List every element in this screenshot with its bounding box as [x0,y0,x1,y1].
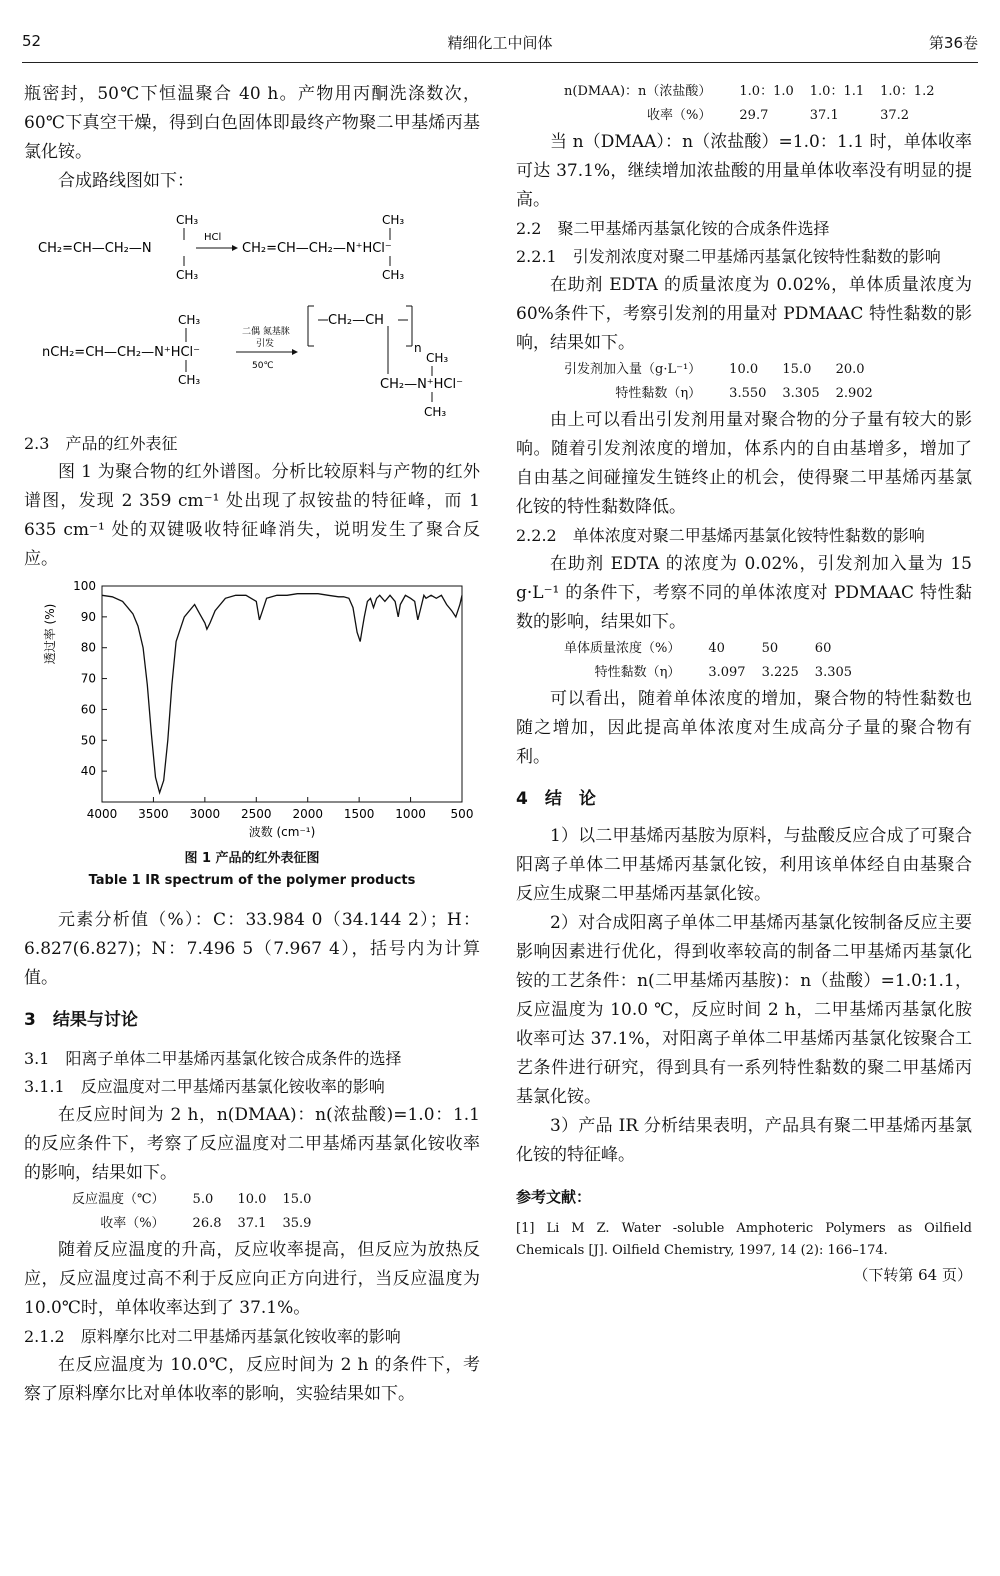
table-cell: 5.0 [192,1192,214,1207]
y-tick-label: 80 [80,640,96,655]
ch3-label: CH₃ [382,213,405,227]
y-tick-label: 40 [80,764,96,779]
paragraph: 由上可以看出引发剂用量对聚合物的分子量有较大的影响。随着引发剂浓度的增加，体系内的自由基增多，增加了自由基之间碰撞发生链终止的机会，使得聚二甲基烯丙基氯化铵的特性黏数降低。 [516,410,972,517]
y-tick-label: 90 [80,609,96,624]
continued-note: （下转第 64 页） [853,1266,972,1284]
condition-initiate: 引发 [256,339,275,349]
table-cell: 40 [708,641,725,656]
ch3-label: CH₃ [178,313,201,327]
paragraph: 在反应温度为 10.0℃，反应时间为 2 h 的条件下，考察了原料摩尔比对单体收率的影响，实验结果如下。 [24,1355,480,1404]
figure-caption: 图 1 产品的红外表征图 [184,851,320,866]
paragraph: 当 n（DMAA）：n（浓盐酸）=1.0：1.1 时，单体收率可达 37.1%，继续增加浓盐酸的用量单体收率没有明显的提高。 [516,132,972,210]
section-heading: 2.2.1 引发剂浓度对聚二甲基烯丙基氯化铵特性黏数的影响 [516,247,941,266]
table-cell: 1.0：1.0 [739,84,794,99]
ch3-label: CH₃ [176,268,199,282]
y-tick-label: 100 [73,579,96,593]
x-axis-label: 波数 (cm⁻¹) [248,825,316,839]
table-cell: 50 [761,641,779,656]
table-cell: 15.0 [282,1192,312,1207]
paragraph: 图 1 为聚合物的红外谱图。分析比较原料与产物的红外谱图，发现 2 359 cm⁻¹ 处出现了叔铵盐的特征峰，而 1 635 cm⁻¹ 处的双键吸收特征峰消失，说明发生了聚合反应。 [24,462,480,569]
ch3-label: CH₃ [424,405,447,419]
table-label: 特性黏数（η） [594,665,681,680]
x-tick-label: 2000 [292,807,323,821]
section-heading: 2.2.2 单体浓度对聚二甲基烯丙基氯化铵特性黏数的影响 [516,526,925,545]
paragraph: 在反应时间为 2 h，n(DMAA)：n(浓盐酸)=1.0：1.1 的反应条件下，考察了反应温度对二甲基烯丙基氯化铵收率的影响，结果如下。 [24,1105,480,1183]
x-tick-label: 3000 [189,807,221,821]
reactant-amine: CH₂=CH—CH₂—N [38,241,152,256]
x-tick-label: 4000 [86,807,118,821]
table-cell: 37.2 [880,108,910,123]
table-cell: 10.0 [237,1192,267,1207]
reference-item: [1] Li M Z. Water -soluble Amphoteric Polymers as Oilfield Chemicals [J]. Oilfield Chemistry, 1997, 14 (2): 166–174. [516,1221,972,1258]
section-heading: 3 结果与讨论 [24,1010,138,1030]
volume: 第36卷 [928,34,978,52]
condition-initiator: 二偶 氮基脒 [242,327,290,337]
product-monomer: CH₂=CH—CH₂—N⁺HCl⁻ [242,241,392,256]
page-header [22,28,978,63]
table-cell: 1.0：1.1 [809,84,865,99]
ch3-label: CH₃ [176,213,199,227]
x-tick-label: 500 [450,807,474,821]
table-cell: 3.225 [761,665,799,680]
y-tick-label: 70 [80,671,96,686]
table-cell: 3.305 [782,386,820,401]
table-cell: 26.8 [192,1216,222,1231]
table-cell: 2.902 [835,386,873,401]
repeat-n: n [414,341,422,355]
right-column [516,80,972,1286]
y-axis-label: 透过率 (%) [43,603,57,665]
section-heading: 2.3 产品的红外表征 [24,434,178,453]
paragraph: 1）以二甲基烯丙基胺为原料，与盐酸反应合成了可聚合阳离子单体二甲基烯丙基氯化铵，利用该单体经自由基聚合反应生成聚二甲基烯丙基氯化铵。 [516,826,972,904]
ch3-label: CH₃ [178,373,201,387]
paragraph: 随着反应温度的升高，反应收率提高，但反应为放热反应，反应温度过高不利于反应向正方向进行，当反应温度为 10.0℃时，单体收率达到了 37.1%。 [24,1240,480,1318]
paragraph: 合成路线图如下： [58,171,194,191]
data-table-initiator [556,358,881,406]
ch3-label: CH₃ [426,351,449,365]
table-cell: 3.305 [814,665,853,680]
table-cell: 35.9 [282,1216,312,1231]
table-cell: 37.1 [237,1216,267,1231]
table-cell: 37.1 [809,108,839,123]
x-tick-label: 1000 [395,807,426,821]
hcl-label: HCl [204,232,222,243]
paragraph: 瓶密封，50℃下恒温聚合 40 h。产物用丙酮洗涤数次，60℃下真空干燥，得到白色固体即最终产物聚二甲基烯丙基氯化铵。 [24,84,480,162]
y-tick-label: 60 [80,702,96,717]
paragraph: 3）产品 IR 分析结果表明，产品具有聚二甲基烯丙基氯化铵的特征峰。 [516,1116,972,1165]
figure-caption-en: Table 1 IR spectrum of the polymer products [88,873,416,888]
table-label: 单体质量浓度（%） [564,641,681,656]
data-table-ratio [556,80,942,128]
polymer-side-chain: CH₂—N⁺HCl⁻ [380,377,463,392]
section-heading: 2.2 聚二甲基烯丙基氯化铵的合成条件选择 [516,219,830,238]
table-label: n(DMAA)：n（浓盐酸） [564,84,712,99]
table-cell: 20.0 [835,362,865,377]
condition-temperature: 50℃ [252,361,274,371]
journal-name: 精细化工中间体 [447,34,553,52]
section-heading: 3.1 阳离子单体二甲基烯丙基氯化铵合成条件的选择 [24,1049,402,1068]
paragraph: 在助剂 EDTA 的质量浓度为 0.02%，单体质量浓度为 60%条件下，考察引发剂的用量对 PDMAAC 特性黏数的影响，结果如下。 [516,275,972,353]
x-tick-label: 3500 [138,807,169,821]
reaction-scheme [24,196,480,426]
table-label: 收率（%） [647,108,712,123]
section-heading: 4 结 论 [516,789,596,809]
section-heading: 3.1.1 反应温度对二甲基烯丙基氯化铵收率的影响 [24,1077,385,1096]
ir-spectrum-chart [24,574,480,844]
polymer-chain: CH₂—CH [328,313,384,328]
reactant-monomer: nCH₂=CH—CH₂—N⁺HCl⁻ [42,345,201,360]
table-cell: 10.0 [729,362,759,377]
table-cell: 1.0：1.2 [880,84,935,99]
references-heading: 参考文献： [516,1188,592,1206]
section-heading: 2.1.2 原料摩尔比对二甲基烯丙基氯化铵收率的影响 [24,1327,401,1346]
table-label: 反应温度（℃） [72,1192,165,1207]
ch3-label: CH₃ [382,268,405,282]
data-table-monomer [556,637,860,685]
left-column [24,80,480,1409]
y-tick-label: 50 [80,733,96,748]
paragraph: 元素分析值（%）：C：33.984 0（34.144 2）；H：6.827(6.827)；N：7.496 5（7.967 4），括号内为计算值。 [24,910,480,988]
table-label: 收率（%） [100,1216,165,1231]
paragraph: 在助剂 EDTA 的浓度为 0.02%，引发剂加入量为 15 g·L⁻¹ 的条件下，考察不同的单体浓度对 PDMAAC 特性黏数的影响，结果如下。 [516,554,972,632]
data-table-temperature [64,1188,319,1236]
paragraph: 2）对合成阳离子单体二甲基烯丙基氯化铵制备反应主要影响因素进行优化，得到收率较高的制备二甲基烯丙基氯化铵的工艺条件：n(二甲基烯丙基胺)：n（盐酸）=1.0:1.1，反应温度为 10.0 ℃，反应时间 2 h，二甲基烯丙基氯化胺收率可达 37.1%，对阳离子单体二甲基烯丙基氯化铵聚合工艺条件进行研究，得到具有一系列特性黏数的聚二甲基烯丙基氯化铵。 [516,913,972,1107]
spectrum-line [102,594,462,793]
table-label: 引发剂加入量（g·L⁻¹） [564,362,702,377]
x-tick-label: 1500 [343,807,375,821]
page-number: 52 [22,32,42,50]
table-cell: 3.550 [729,386,767,401]
table-cell: 29.7 [739,108,769,123]
table-cell: 15.0 [782,362,812,377]
table-cell: 60 [814,641,832,656]
x-tick-label: 2500 [241,807,272,821]
table-label: 特性黏数（η） [615,386,702,401]
paragraph: 可以看出，随着单体浓度的增加，聚合物的特性黏数也随之增加，因此提高单体浓度对生成高分子量的聚合物有利。 [516,689,972,767]
table-cell: 3.097 [708,665,746,680]
plot-frame [102,586,462,802]
